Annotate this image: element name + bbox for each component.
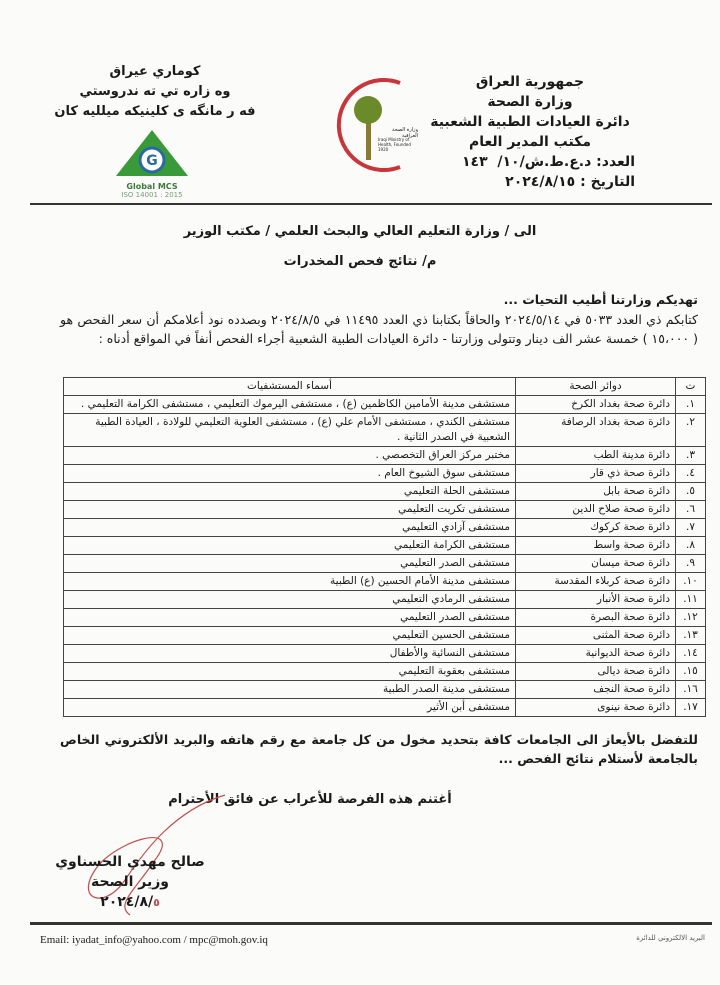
- health-department: دائرة صحة بابل: [516, 483, 676, 501]
- greeting: تهديكم وزارتنا أطيب التحيات ...: [503, 292, 698, 307]
- row-number: ١٦.: [676, 681, 706, 699]
- health-department: دائرة صحة بغداد الرصافة: [516, 414, 676, 447]
- signature-block: [55, 852, 205, 913]
- kurdish-line: وه زاره تي ته ندروستي: [79, 84, 231, 99]
- health-department: دائرة صحة المثنى: [516, 627, 676, 645]
- request-paragraph: للتفضل بالأيعاز الى الجامعات كافة بتحديد مخول من كل جامعة مع رقم هاتفه والبريد الألكتروني الخاص بالجامعة لأستلام نتائج الفحص ...: [60, 732, 698, 766]
- table-row: [64, 537, 706, 555]
- table-row: [64, 414, 706, 447]
- date: التاريخ : ٢٠٢٤/٨/١٥: [505, 174, 635, 190]
- addressee: الى / وزارة التعليم العالي والبحث العلمي / مكتب الوزير: [183, 224, 537, 239]
- row-number: ٣.: [676, 447, 706, 465]
- table-row: [64, 501, 706, 519]
- row-number: ١.: [676, 396, 706, 414]
- health-department: دائرة صحة ميسان: [516, 555, 676, 573]
- hospital-names: مستشفى آزادي التعليمي: [64, 519, 516, 537]
- table-row: [64, 447, 706, 465]
- hospital-names: مستشفى الرمادي التعليمي: [64, 591, 516, 609]
- footer-divider: [30, 922, 712, 925]
- health-department: دائرة صحة بغداد الكرخ: [516, 396, 676, 414]
- kurdish-line: فه ر مانگه ى كلينيكه ميلليه كان: [54, 104, 256, 119]
- hospitals-table: [63, 377, 706, 717]
- office: مكتب المدير العام: [468, 134, 592, 150]
- ministry: وزارة الصحة: [487, 94, 573, 110]
- hospital-names: مستشفى مدينة الأمامين الكاظمين (ع) ، مستشفى اليرموك التعليمي ، مستشفى الكرامة التعليمي .: [64, 396, 516, 414]
- health-department: دائرة صحة كركوك: [516, 519, 676, 537]
- hospital-names: مستشفى النسائية والأطفال: [64, 645, 516, 663]
- health-department: دائرة صحة ذي قار: [516, 465, 676, 483]
- subject: م/ نتائج فحص المخدرات: [283, 254, 437, 269]
- row-number: ٤.: [676, 465, 706, 483]
- row-number: ١٧.: [676, 699, 706, 717]
- signature-date: ٢٠٢٤/٨/٥: [100, 894, 160, 910]
- hospital-names: مستشفى مدينة الأمام الحسين (ع) الطبية: [64, 573, 516, 591]
- row-number: ١٤.: [676, 645, 706, 663]
- letterhead-arabic: [415, 72, 645, 192]
- signatory-name: صالح مهدي الحسناوي: [55, 854, 205, 870]
- row-number: ٥.: [676, 483, 706, 501]
- footer: [40, 934, 705, 946]
- health-department: دائرة صحة واسط: [516, 537, 676, 555]
- hospital-names: مستشفى تكريت التعليمي: [64, 501, 516, 519]
- table-row: [64, 699, 706, 717]
- table-row: [64, 483, 706, 501]
- col-header-department: دوائر الصحة: [516, 378, 676, 396]
- hospital-names: مستشفى بعقوبة التعليمي: [64, 663, 516, 681]
- footer-label: البريد الالكتروني للدائرة: [636, 934, 705, 942]
- row-number: ٨.: [676, 537, 706, 555]
- global-mcs-logo: G Global MCS ISO 14001 : 2015: [112, 128, 192, 196]
- ministry-of-health-logo: وزارة الصحة العراقية Iraqi Ministry of Health, Founded 1920: [330, 75, 440, 175]
- row-number: ٢.: [676, 414, 706, 447]
- col-header-hospitals: أسماء المستشفيات: [64, 378, 516, 396]
- hospital-names: مستشفى الصدر التعليمي: [64, 555, 516, 573]
- table-row: [64, 573, 706, 591]
- kurdish-line: كوماري عيراق: [109, 64, 201, 79]
- hospital-names: مستشفى سوق الشيوخ العام .: [64, 465, 516, 483]
- health-department: دائرة صحة الأنبار: [516, 591, 676, 609]
- hospital-names: مستشفى الحسين التعليمي: [64, 627, 516, 645]
- header-divider: [30, 203, 712, 205]
- row-number: ٩.: [676, 555, 706, 573]
- hospital-names: مستشفى الحلة التعليمي: [64, 483, 516, 501]
- table-row: [64, 645, 706, 663]
- table-row: [64, 591, 706, 609]
- body-paragraph: كتابكم ذي العدد ٥٠٣٣ في ٢٠٢٤/٥/١٤ والحاقاً بكتابنا ذي العدد ١١٤٩٥ في ٢٠٢٤/٨/٥ وبصدده نود أعلامكم أن سعر الفحص هو ( ١٥،٠٠٠ ) خمسة عشر الف دينار وتتولى وزارتنا - دائرة العيادات الطبية الشعبية أجراء الفحص أنفاً في المواقع أدناه :: [60, 312, 698, 346]
- row-number: ١٢.: [676, 609, 706, 627]
- hospital-names: مستشفى الصدر التعليمي: [64, 609, 516, 627]
- health-department: دائرة صحة الديوانية: [516, 645, 676, 663]
- hospital-names: مستشفى أبن الأثير: [64, 699, 516, 717]
- hospital-names: مستشفى مدينة الصدر الطبية: [64, 681, 516, 699]
- table-row: [64, 627, 706, 645]
- health-department: دائرة صحة البصرة: [516, 609, 676, 627]
- closing: أغتنم هذه الفرصة للأعراب عن فائق الأحترام: [168, 792, 452, 807]
- health-department: دائرة صحة نينوى: [516, 699, 676, 717]
- table-row: [64, 609, 706, 627]
- health-department: دائرة صحة النجف: [516, 681, 676, 699]
- directorate: دائرة العيادات الطبية الشعبية: [430, 114, 630, 130]
- country: جمهورية العراق: [475, 74, 585, 90]
- hospital-names: مختبر مركز العراق التخصصي .: [64, 447, 516, 465]
- health-department: دائرة صحة كربلاء المقدسة: [516, 573, 676, 591]
- row-number: ١٣.: [676, 627, 706, 645]
- signatory-title: وزير الصحة: [90, 874, 170, 890]
- svg-text:G: G: [146, 153, 158, 169]
- hospital-names: مستشفى الكندي ، مستشفى الأمام علي (ع) ، مستشفى العلوية التعليمي للولادة ، العيادة الطبية الشعبية في الصدر الثانية .: [64, 414, 516, 447]
- reference-number: العدد: د.ع.ط.ش/١٠/ ١٤٣: [462, 154, 635, 170]
- table-row: [64, 663, 706, 681]
- table-row: [64, 519, 706, 537]
- table-row: [64, 396, 706, 414]
- health-department: دائرة مدينة الطب: [516, 447, 676, 465]
- handwritten-number: ١٤٣: [462, 154, 488, 170]
- letterhead-kurdish: [40, 62, 270, 122]
- health-department: دائرة صحة ديالى: [516, 663, 676, 681]
- row-number: ١٠.: [676, 573, 706, 591]
- col-header-number: ت: [676, 378, 706, 396]
- row-number: ٧.: [676, 519, 706, 537]
- row-number: ١١.: [676, 591, 706, 609]
- footer-email: Email: iyadat_info@yahoo.com / mpc@moh.gov.iq: [40, 934, 268, 946]
- hospital-names: مستشفى الكرامة التعليمي: [64, 537, 516, 555]
- table-row: [64, 465, 706, 483]
- health-department: دائرة صحة صلاح الدين: [516, 501, 676, 519]
- row-number: ٦.: [676, 501, 706, 519]
- row-number: ١٥.: [676, 663, 706, 681]
- table-row: [64, 555, 706, 573]
- table-row: [64, 681, 706, 699]
